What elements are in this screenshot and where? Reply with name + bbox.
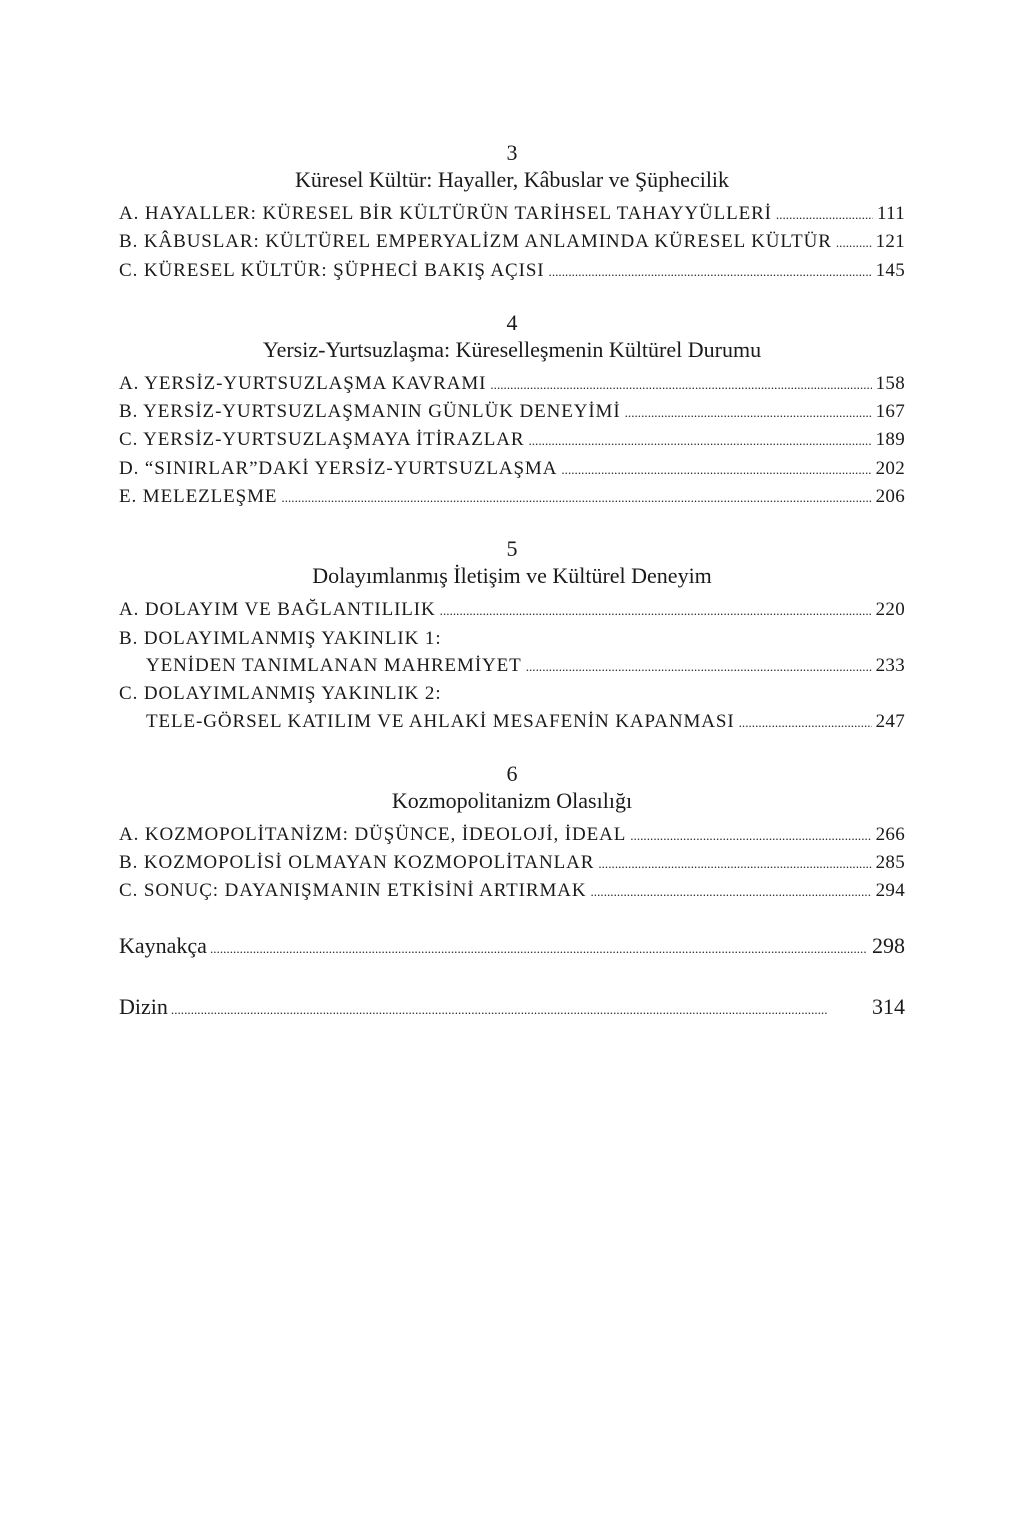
- dot-leader: [171, 995, 869, 1025]
- toc-entry-label: C. SONUÇ: DAYANIŞMANIN ETKİSİNİ ARTIRMAK: [119, 880, 587, 902]
- dot-leader: [739, 709, 872, 736]
- dot-leader: [776, 201, 873, 228]
- toc-entry[interactable]: [119, 596, 905, 624]
- chapter-number: 3: [506, 140, 518, 165]
- toc-entry-page: 266: [875, 823, 905, 845]
- toc-entry[interactable]: [119, 455, 905, 483]
- toc-entry-label: B. KOZMOPOLİSİ OLMAYAN KOZMOPOLİTANLAR: [119, 852, 595, 874]
- toc-entry-label: C. YERSİZ-YURTSUZLAŞMAYA İTİRAZLAR: [119, 429, 525, 451]
- toc-entry-continuation-label: TELE-GÖRSEL KATILIM VE AHLAKİ MESAFENİN KAPANMASI: [146, 710, 735, 732]
- toc-entry-label: E. MELEZLEŞME: [119, 486, 278, 508]
- toc-entry-label: B. DOLAYIMLANMIŞ YAKINLIK 1:: [119, 627, 442, 649]
- dot-leader: [528, 427, 871, 454]
- toc-entry[interactable]: [119, 426, 905, 454]
- toc-entry-label: A. DOLAYIM VE BAĞLANTILILIK: [119, 599, 436, 621]
- toc-entry-page: 247: [875, 710, 905, 732]
- toc-entry-page: 294: [875, 880, 905, 902]
- toc-entry[interactable]: [119, 370, 905, 398]
- chapter-title: Yersiz-Yurtsuzlaşma: Küreselleşmenin Kültürel Durumu: [262, 336, 762, 362]
- toc-entry-page: 298: [872, 932, 905, 958]
- chapter-4: [119, 310, 905, 511]
- toc-entry-label: C. KÜRESEL KÜLTÜR: ŞÜPHECİ BAKIŞ AÇISI: [119, 259, 545, 281]
- chapter-number: 5: [506, 536, 518, 562]
- dot-leader: [630, 822, 871, 849]
- toc-entry[interactable]: [119, 200, 905, 228]
- chapter-3: [119, 140, 905, 285]
- toc-entry[interactable]: [119, 877, 905, 905]
- dot-leader: [210, 934, 869, 964]
- toc-entry-page: 206: [875, 486, 905, 508]
- toc-entry-label: C. DOLAYIMLANMIŞ YAKINLIK 2:: [119, 683, 442, 705]
- dot-leader: [281, 484, 871, 511]
- toc-entry-page: 285: [875, 852, 905, 874]
- dot-leader: [836, 229, 872, 256]
- toc-entry[interactable]: [119, 625, 905, 681]
- chapter-title: Dolayımlanmış İletişim ve Kültürel Deneyim: [312, 563, 712, 589]
- toc-entry-page: 314: [872, 993, 905, 1019]
- chapter-6: [119, 761, 905, 906]
- dot-leader: [549, 258, 872, 285]
- dot-leader: [526, 653, 872, 680]
- chapter-title: Kozmopolitanizm Olasılığı: [391, 787, 633, 813]
- dot-leader: [490, 371, 871, 398]
- toc-entry-page: 220: [875, 599, 905, 621]
- toc-entry[interactable]: [119, 257, 905, 285]
- dot-leader: [598, 850, 871, 877]
- back-matter: [119, 931, 905, 1025]
- toc-entry-continuation: [119, 652, 905, 680]
- toc-entry-page: 145: [875, 259, 905, 281]
- toc-entry-index[interactable]: [119, 992, 905, 1025]
- chapter-number: 6: [506, 760, 518, 786]
- toc-entry-page: 167: [875, 401, 905, 423]
- toc-entry[interactable]: [119, 821, 905, 849]
- toc-entry-page: 111: [877, 203, 905, 224]
- chapter-5: [119, 536, 905, 735]
- toc-entry-page: 121: [875, 231, 905, 253]
- dot-leader: [591, 878, 872, 905]
- toc-entry-bibliography[interactable]: [119, 931, 905, 964]
- toc-entry-label: Kaynakça: [119, 932, 207, 958]
- toc-entry-label: B. KÂBUSLAR: KÜLTÜREL EMPERYALİZM ANLAMINDA KÜRESEL KÜLTÜR: [119, 231, 832, 253]
- toc-entry-label: A. YERSİZ-YURTSUZLAŞMA KAVRAMI: [119, 372, 487, 394]
- toc-entry-page: 189: [875, 429, 905, 451]
- dot-leader: [440, 597, 872, 624]
- toc-entry-label: B. YERSİZ-YURTSUZLAŞMANIN GÜNLÜK DENEYİMİ: [119, 401, 621, 423]
- toc-entry-page: 202: [875, 457, 905, 479]
- dot-leader: [625, 399, 872, 426]
- toc-entry-continuation: [119, 708, 905, 736]
- toc-entry[interactable]: [119, 398, 905, 426]
- toc-entry-page: 158: [875, 372, 905, 394]
- toc-entry-label: Dizin: [119, 993, 168, 1019]
- toc-entry[interactable]: [119, 483, 905, 511]
- toc-entry-label: D. “SINIRLAR”DAKİ YERSİZ-YURTSUZLAŞMA: [119, 457, 558, 479]
- toc-entry-continuation-label: YENİDEN TANIMLANAN MAHREMİYET: [146, 654, 522, 676]
- toc-entry[interactable]: [119, 228, 905, 256]
- chapter-title: Küresel Kültür: Hayaller, Kâbuslar ve Şüphecilik: [294, 167, 730, 192]
- toc-entry-page: 233: [875, 654, 905, 676]
- table-of-contents: [119, 140, 905, 1025]
- toc-entry[interactable]: [119, 849, 905, 877]
- chapter-number: 4: [506, 309, 518, 335]
- toc-entry-label: A. KOZMOPOLİTANİZM: DÜŞÜNCE, İDEOLOJİ, İDEAL: [119, 823, 627, 845]
- dot-leader: [561, 456, 871, 483]
- toc-entry[interactable]: [119, 680, 905, 736]
- toc-entry-label: A. HAYALLER: KÜRESEL BİR KÜLTÜRÜN TARİHSEL TAHAYYÜLLERİ: [119, 203, 772, 224]
